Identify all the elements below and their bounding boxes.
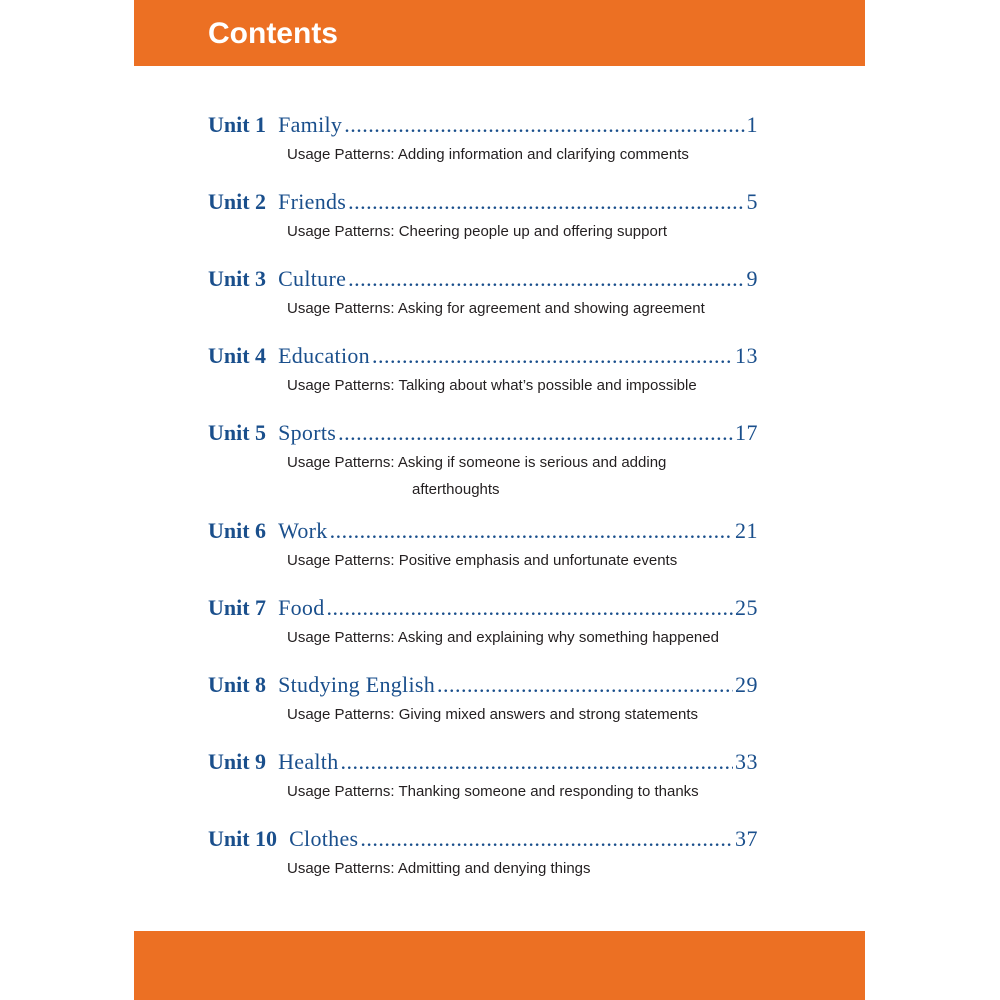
header-band <box>134 0 865 66</box>
dot-leader <box>348 263 744 295</box>
toc-entry-unit-7[interactable] <box>208 592 758 669</box>
unit-number: Unit 7 <box>208 595 267 620</box>
usage-patterns: Usage Patterns: Adding information and clarifying comments <box>287 146 689 163</box>
toc-entry-heading <box>208 669 758 701</box>
unit-title: Culture <box>278 266 347 291</box>
page-title: Contents <box>208 17 338 50</box>
toc-entry-unit-1[interactable] <box>208 109 758 186</box>
page-number: 17 <box>735 420 758 445</box>
page-number: 29 <box>735 672 758 697</box>
dot-leader <box>341 746 733 778</box>
unit-title: Food <box>278 595 325 620</box>
toc-entry-unit-3[interactable] <box>208 263 758 340</box>
toc-entry-heading <box>208 186 758 218</box>
unit-title: Sports <box>278 420 337 445</box>
usage-patterns: Usage Patterns: Giving mixed answers and strong statements <box>287 706 699 723</box>
contents-page <box>134 0 865 1000</box>
usage-patterns-line: Usage Patterns: Asking if someone is serious and adding <box>287 454 667 471</box>
toc-entry-heading <box>208 340 758 372</box>
page-number: 25 <box>735 595 758 620</box>
unit-title: Clothes <box>289 826 359 851</box>
page-number: 37 <box>735 826 758 851</box>
dot-leader <box>344 109 744 141</box>
page-number: 9 <box>746 266 758 291</box>
unit-title: Friends <box>278 189 347 214</box>
unit-title: Health <box>278 749 339 774</box>
toc-entry-unit-2[interactable] <box>208 186 758 263</box>
dot-leader <box>330 515 733 547</box>
unit-number: Unit 10 <box>208 826 278 851</box>
dot-leader <box>360 823 733 855</box>
usage-patterns <box>287 449 777 503</box>
unit-title: Education <box>278 343 370 368</box>
dot-leader <box>372 340 733 372</box>
toc-entry-unit-4[interactable] <box>208 340 758 417</box>
usage-patterns: Usage Patterns: Thanking someone and responding to thanks <box>287 783 699 800</box>
page-number: 5 <box>746 189 758 214</box>
dot-leader <box>338 417 733 449</box>
toc-entry-heading <box>208 592 758 624</box>
unit-number: Unit 8 <box>208 672 267 697</box>
unit-title: Work <box>278 518 328 543</box>
unit-number: Unit 3 <box>208 266 267 291</box>
page-number: 33 <box>735 749 758 774</box>
unit-number: Unit 4 <box>208 343 267 368</box>
usage-patterns: Usage Patterns: Asking and explaining why something happened <box>287 629 719 646</box>
usage-patterns-continuation: afterthoughts <box>412 481 500 498</box>
usage-patterns: Usage Patterns: Talking about what’s possible and impossible <box>287 377 697 394</box>
toc-entry-unit-9[interactable] <box>208 746 758 823</box>
toc-entry-heading <box>208 263 758 295</box>
toc-entry-unit-6[interactable] <box>208 515 758 592</box>
unit-number: Unit 5 <box>208 420 267 445</box>
unit-number: Unit 2 <box>208 189 267 214</box>
dot-leader <box>437 669 733 701</box>
toc-entry-heading <box>208 823 758 855</box>
unit-number: Unit 6 <box>208 518 267 543</box>
unit-title: Studying English <box>278 672 436 697</box>
unit-number: Unit 9 <box>208 749 267 774</box>
page-number: 21 <box>735 518 758 543</box>
dot-leader <box>348 186 744 218</box>
toc-entry-heading <box>208 109 758 141</box>
usage-patterns: Usage Patterns: Cheering people up and offering support <box>287 223 667 240</box>
toc-entry-unit-10[interactable] <box>208 823 758 900</box>
usage-patterns: Usage Patterns: Asking for agreement and showing agreement <box>287 300 705 317</box>
toc-entry-heading <box>208 417 758 449</box>
usage-patterns: Usage Patterns: Admitting and denying things <box>287 860 591 877</box>
footer-band <box>134 931 865 1000</box>
page-number: 1 <box>746 112 758 137</box>
table-of-contents <box>208 109 758 900</box>
unit-number: Unit 1 <box>208 112 267 137</box>
page-number: 13 <box>735 343 758 368</box>
unit-title: Family <box>278 112 343 137</box>
usage-patterns: Usage Patterns: Positive emphasis and unfortunate events <box>287 552 678 569</box>
dot-leader <box>327 592 734 624</box>
toc-entry-unit-5[interactable] <box>208 417 758 515</box>
toc-entry-heading <box>208 746 758 778</box>
toc-entry-unit-8[interactable] <box>208 669 758 746</box>
toc-entry-heading <box>208 515 758 547</box>
